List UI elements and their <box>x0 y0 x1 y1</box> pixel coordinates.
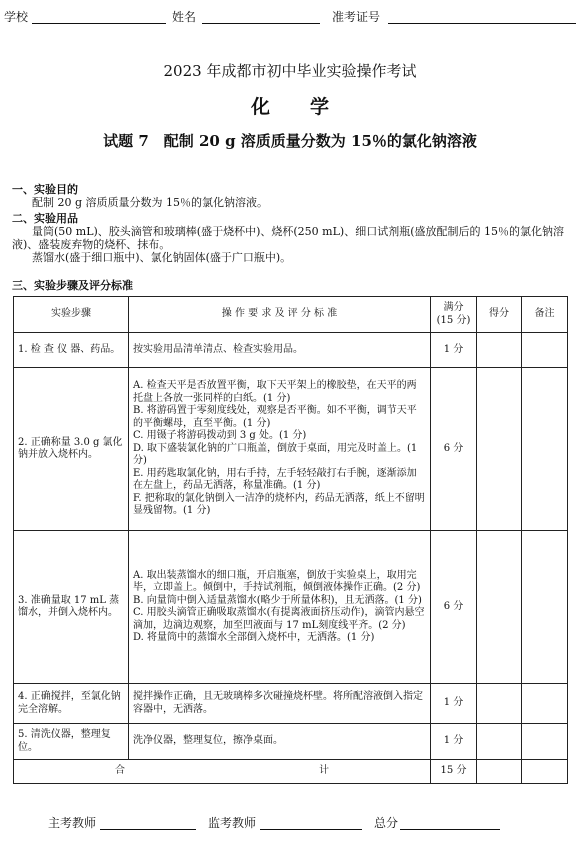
section-purpose <box>12 183 576 209</box>
supplies-heading: 二、实验用品 <box>12 212 78 225</box>
criteria-item: B. 将游码置于零刻度线处，观察是否平衡。如不平衡，调节天平的平衡螺母，直至平衡。(1 分) <box>133 405 417 429</box>
full-score-cell: 6 分 <box>431 368 477 531</box>
total-full-cell: 15 分 <box>431 760 477 784</box>
note-cell[interactable] <box>522 368 568 531</box>
full-score-cell: 6 分 <box>431 531 477 684</box>
exam-title: 2023 年成都市初中毕业实验操作考试 <box>163 62 417 80</box>
examiner-blank[interactable] <box>100 829 196 830</box>
name-blank[interactable] <box>202 23 320 24</box>
purpose-text: 配制 20 g 溶质质量分数为 15％的氯化钠溶液。 <box>32 196 269 209</box>
section-supplies <box>12 212 576 264</box>
note-cell[interactable] <box>522 531 568 684</box>
purpose-heading: 一、实验目的 <box>12 183 78 196</box>
total-label-right: 计 <box>319 765 329 777</box>
header-score: 得分 <box>477 297 522 333</box>
total-label-left: 合 <box>115 765 125 777</box>
criteria-cell <box>129 333 431 368</box>
total-score-blank[interactable] <box>400 829 500 830</box>
header-note: 备注 <box>522 297 568 333</box>
full-score-cell: 1 分 <box>431 333 477 368</box>
criteria-item: E. 用药匙取氯化钠，用右手持，左手轻轻敲打右手腕，逐渐添加在左盘上，药品无洒落，称量准确。(1 分) <box>133 467 417 492</box>
school-label: 学校 <box>4 10 29 24</box>
criteria-item: C. 用镊子将游码拨动到 3 g 处。(1 分) <box>133 430 307 442</box>
full-score-cell: 1 分 <box>431 684 477 724</box>
criteria-item: F. 把称取的氯化钠倒入一洁净的烧杯内，药品无洒落，纸上不留明显残留物。(1 分) <box>133 492 425 517</box>
step-cell: 3. 准确量取 17 mL 蒸馏水，并倒入烧杯内。 <box>14 531 129 684</box>
criteria-cell <box>129 368 431 531</box>
section-procedure <box>12 279 576 292</box>
score-input-cell[interactable] <box>477 333 522 368</box>
examiner-label: 主考教师 <box>48 816 97 830</box>
step-cell: 4. 正确搅拌，至氯化钠完全溶解。 <box>14 684 129 724</box>
score-input-cell[interactable] <box>477 368 522 531</box>
signature-footer <box>48 814 568 834</box>
criteria-cell <box>129 684 431 724</box>
criteria-item: 洗净仪器，整理复位，擦净桌面。 <box>133 735 283 747</box>
note-cell[interactable] <box>522 333 568 368</box>
table-row <box>14 724 568 760</box>
total-score-label: 总分 <box>374 816 399 830</box>
exam-number-blank[interactable] <box>388 23 576 24</box>
criteria-item: A. 取出装蒸馏水的细口瓶，开启瓶塞，倒放于实验桌上，取用完毕，立即盖上。倾倒中，手持试剂瓶，倾倒液体操作正确。(2 分) <box>133 569 421 593</box>
table-row <box>14 333 568 368</box>
header-full-score: 满分 (15 分) <box>431 297 477 333</box>
note-cell[interactable] <box>522 724 568 760</box>
total-score-cell[interactable] <box>477 760 522 784</box>
table-row <box>14 368 568 531</box>
score-input-cell[interactable] <box>477 684 522 724</box>
school-blank[interactable] <box>32 23 166 24</box>
question-title: 试题 7 配制 20 g 溶质质量分数为 15％的氯化钠溶液 <box>103 132 477 150</box>
total-label-cell <box>14 760 431 784</box>
name-label: 姓名 <box>172 10 197 24</box>
subject-title: 化学 <box>250 96 369 118</box>
criteria-item: B. 向量筒中倒入适量蒸馏水(略少于所量体积)，且无洒落。(1 分) <box>133 594 422 606</box>
proctor-label: 监考教师 <box>208 816 257 830</box>
step-cell: 2. 正确称量 3.0 g 氯化钠并放入烧杯内。 <box>14 368 129 531</box>
criteria-item: 搅拌操作正确，且无玻璃棒多次碰撞烧杯壁。将所配溶液倒入指定容器中，无洒落。 <box>133 691 423 715</box>
supplies-text-2: 蒸馏水(盛于细口瓶中)、氯化钠固体(盛于广口瓶中)。 <box>32 251 292 264</box>
total-row <box>14 760 568 784</box>
header-criteria: 操 作 要 求 及 评 分 标 准 <box>129 297 431 333</box>
full-score-cell: 1 分 <box>431 724 477 760</box>
criteria-item: D. 将量筒中的蒸馏水全部倒入烧杯中，无洒落。(1 分) <box>133 632 375 643</box>
criteria-cell <box>129 531 431 684</box>
table-row <box>14 531 568 684</box>
header-step: 实验步骤 <box>14 297 129 333</box>
procedure-heading: 三、实验步骤及评分标准 <box>12 279 133 292</box>
criteria-item: 按实验用品清单清点、检查实验用品。 <box>133 343 303 355</box>
table-row <box>14 684 568 724</box>
score-input-cell[interactable] <box>477 724 522 760</box>
scoring-table <box>13 296 568 784</box>
step-cell: 1. 检 查 仪 器、药品。 <box>14 333 129 368</box>
criteria-cell <box>129 724 431 760</box>
criteria-item: A. 检查天平是否放置平衡，取下天平架上的橡胶垫，在天平的两托盘上各放一张同样的白纸。(1 分) <box>133 380 417 404</box>
header-fields <box>4 8 576 28</box>
supplies-text-1: 量筒(50 mL)、胶头滴管和玻璃棒(盛于烧杯中)、烧杯(250 mL)、细口试剂瓶(盛放配制后的 15％的氯化钠溶液)、盛装废弃物的烧杯、抹布。 <box>12 225 564 251</box>
note-cell[interactable] <box>522 684 568 724</box>
exam-number-label: 准考证号 <box>332 10 381 24</box>
criteria-item: D. 取下盛装氯化钠的广口瓶盖，倒放于桌面，用完及时盖上。(1 分) <box>133 442 418 467</box>
score-input-cell[interactable] <box>477 531 522 684</box>
criteria-item: C. 用胶头滴管正确吸取蒸馏水(有提离液面挤压动作)，滴管内悬空滴加，边滴边观察，加至凹液面与 17 mL刻度线平齐。(2 分) <box>133 607 425 631</box>
proctor-blank[interactable] <box>260 829 362 830</box>
step-cell: 5. 清洗仪器，整理复位。 <box>14 724 129 760</box>
total-note-cell[interactable] <box>522 760 568 784</box>
table-header-row <box>14 297 568 333</box>
